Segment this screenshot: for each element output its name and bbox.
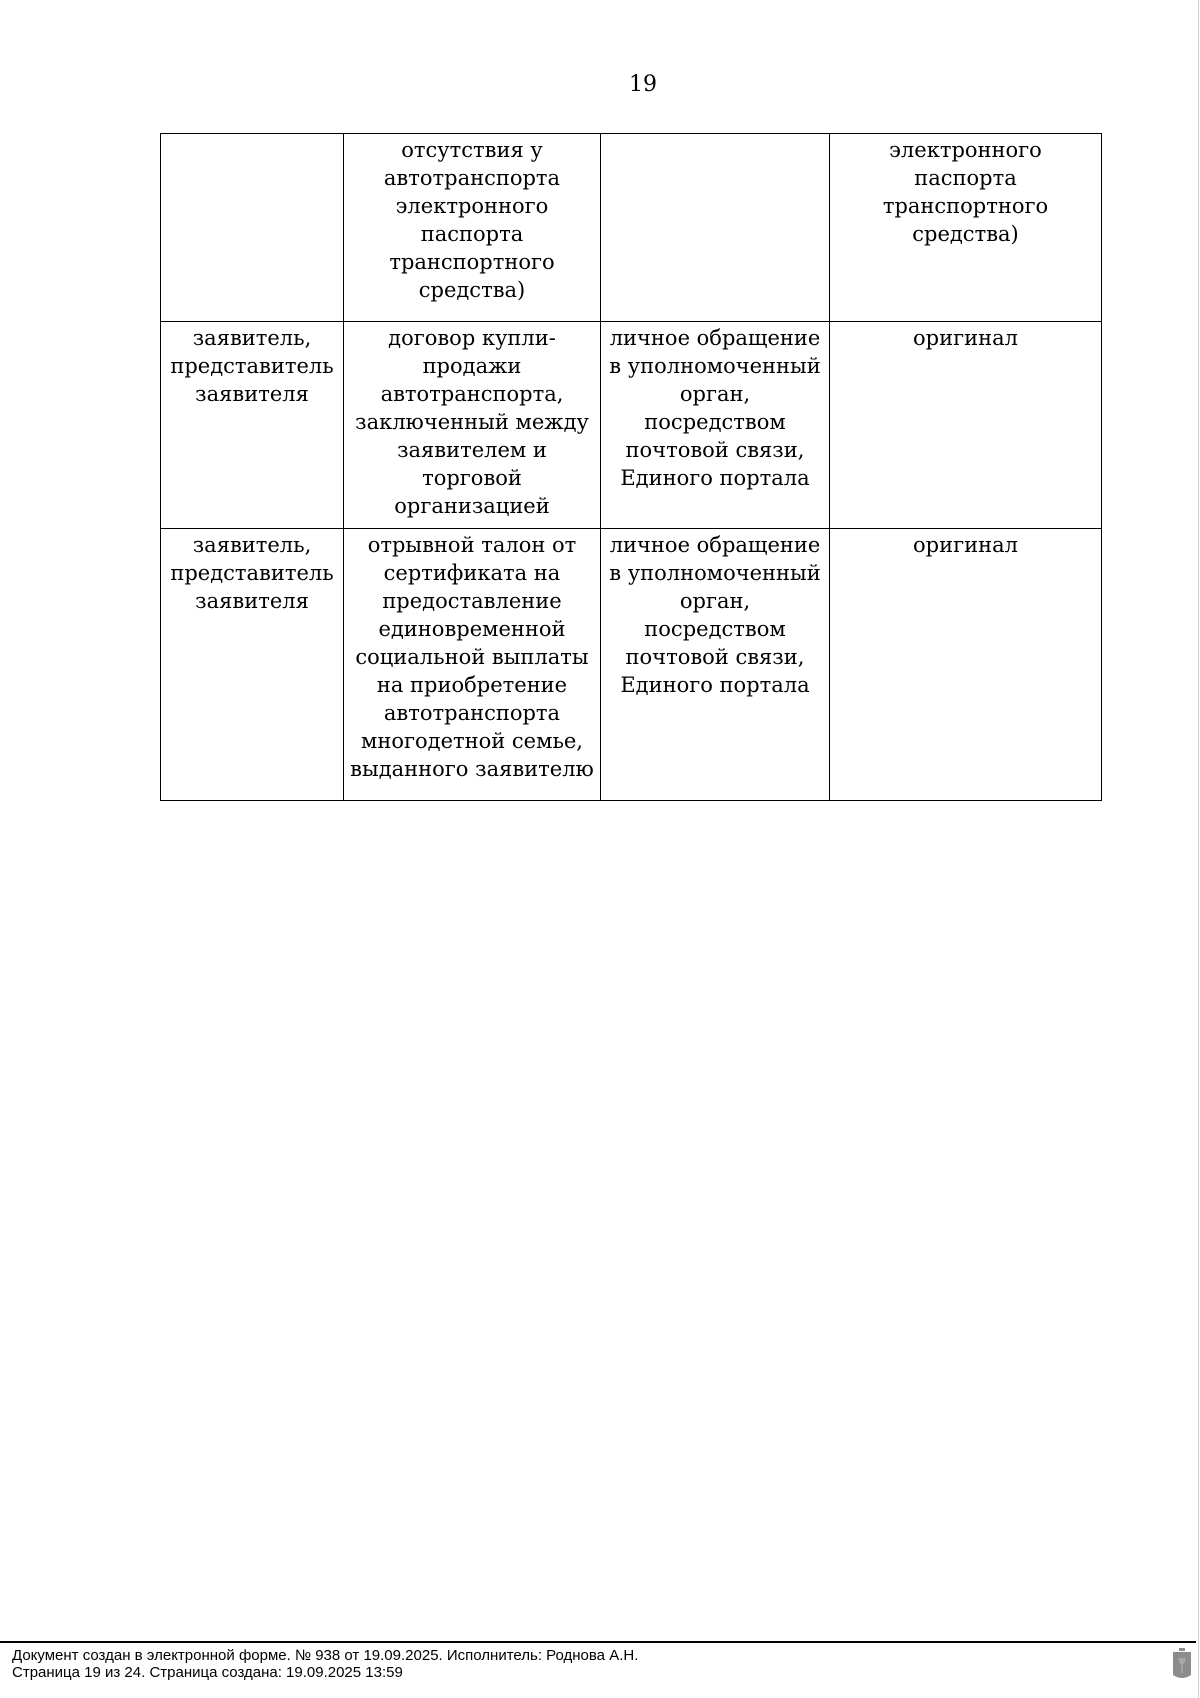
table-cell: электронного паспорта транспортного средства) (830, 134, 1102, 322)
footer-document-info: Документ создан в электронной форме. № 938 от 19.09.2025. Исполнитель: Роднова А.Н. (12, 1647, 639, 1664)
table-cell (161, 134, 344, 322)
coat-of-arms-icon (1172, 1648, 1192, 1681)
table-row (161, 322, 1102, 529)
table-cell: заявитель, представитель заявителя (161, 322, 344, 529)
table-cell: отрывной талон от сертификата на предоставление единовременной социальной выплаты на приобретение автотранспорта многодетной семье, выданного заявителю (344, 529, 601, 801)
table-cell: отсутствия у автотранспорта электронного паспорта транспортного средства) (344, 134, 601, 322)
footer-page-info: Страница 19 из 24. Страница создана: 19.09.2025 13:59 (12, 1664, 403, 1681)
page-edge (1198, 0, 1199, 1698)
table-cell: личное обращение в уполномоченный орган, посредством почтовой связи, Единого портала (601, 529, 830, 801)
table-cell: заявитель, представитель заявителя (161, 529, 344, 801)
table-cell: оригинал (830, 529, 1102, 801)
table-cell (601, 134, 830, 322)
table-row (161, 529, 1102, 801)
footer (12, 1647, 638, 1681)
table-cell: оригинал (830, 322, 1102, 529)
page-number: 19 (629, 72, 657, 97)
documents-table (160, 133, 1102, 801)
footer-divider (0, 1641, 1196, 1643)
table-cell: личное обращение в уполномоченный орган, посредством почтовой связи, Единого портала (601, 322, 830, 529)
table-row (161, 134, 1102, 322)
table-cell: договор купли- продажи автотранспорта, заключенный между заявителем и торговой организацией (344, 322, 601, 529)
